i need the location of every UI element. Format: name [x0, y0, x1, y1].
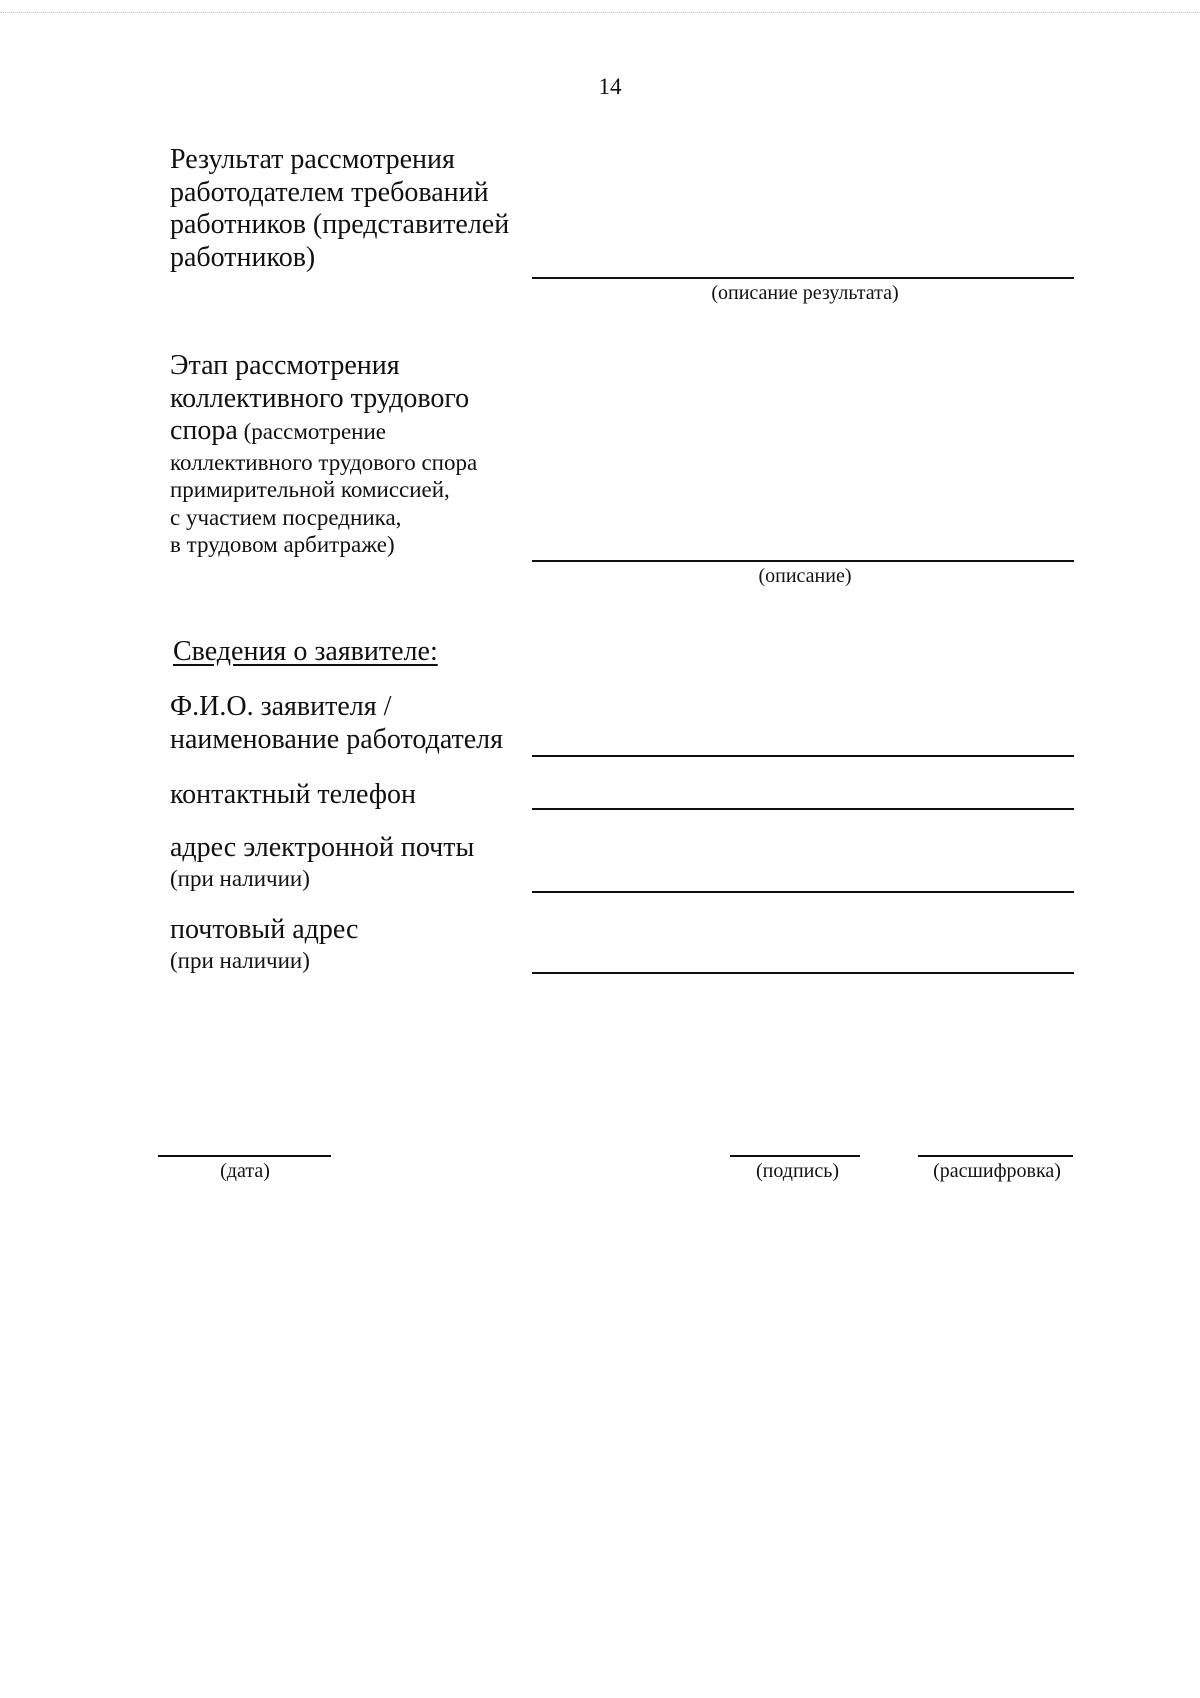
signature-fill-line[interactable]	[730, 1155, 860, 1157]
stage-label-line-1: Этап рассмотрения	[170, 350, 400, 381]
decode-caption: (расшифровка)	[933, 1160, 1061, 1182]
result-fill-line[interactable]	[532, 277, 1074, 279]
email-fill-line[interactable]	[532, 891, 1074, 893]
stage-label-small-3: с участием посредника,	[170, 504, 402, 530]
stage-label-inline-note: (рассмотрение	[237, 419, 386, 444]
result-label-line-1: Результат рассмотрения	[170, 144, 455, 175]
stage-fill-line[interactable]	[532, 560, 1074, 562]
applicant-heading: Сведения о заявителе:	[173, 636, 438, 667]
signature-caption: (подпись)	[755, 1160, 840, 1182]
email-label-text: адрес электронной почты	[170, 832, 475, 863]
result-label-line-4: работников)	[170, 241, 316, 273]
postal-label	[170, 914, 358, 974]
email-label-note: (при наличии)	[170, 865, 310, 891]
date-caption: (дата)	[220, 1160, 270, 1182]
phone-label-text: контактный телефон	[170, 779, 416, 810]
postal-label-note: (при наличии)	[170, 947, 310, 973]
stage-label	[170, 350, 477, 559]
stage-label-line-3-text: спора	[170, 415, 238, 446]
result-caption: (описание результата)	[711, 282, 899, 304]
result-label	[170, 144, 509, 274]
stage-label-small-2: примирительной комиссией,	[170, 477, 450, 502]
postal-fill-line[interactable]	[532, 972, 1074, 974]
applicant-name-fill-line[interactable]	[532, 755, 1074, 757]
phone-label	[170, 779, 416, 812]
applicant-name-label	[170, 691, 503, 756]
phone-fill-line[interactable]	[532, 808, 1074, 810]
result-label-line-2: работодателем требований	[170, 176, 489, 208]
stage-label-small-1: коллективного трудового спора	[170, 449, 478, 475]
postal-label-text: почтовый адрес	[170, 914, 359, 945]
page-top-edge	[0, 12, 1200, 13]
stage-label-line-2: коллективного трудового	[170, 382, 470, 414]
date-fill-line[interactable]	[158, 1155, 331, 1157]
decode-fill-line[interactable]	[918, 1155, 1073, 1157]
applicant-name-line-1: Ф.И.О. заявителя /	[170, 691, 392, 722]
email-label	[170, 832, 474, 892]
applicant-name-line-2: наименование работодателя	[170, 723, 504, 755]
stage-label-line-3	[170, 415, 477, 449]
stage-caption: (описание)	[758, 565, 852, 587]
result-label-line-3: работников (представителей	[170, 209, 510, 240]
page-number: 14	[598, 74, 622, 99]
stage-label-small-4: в трудовом арбитраже)	[170, 532, 395, 557]
